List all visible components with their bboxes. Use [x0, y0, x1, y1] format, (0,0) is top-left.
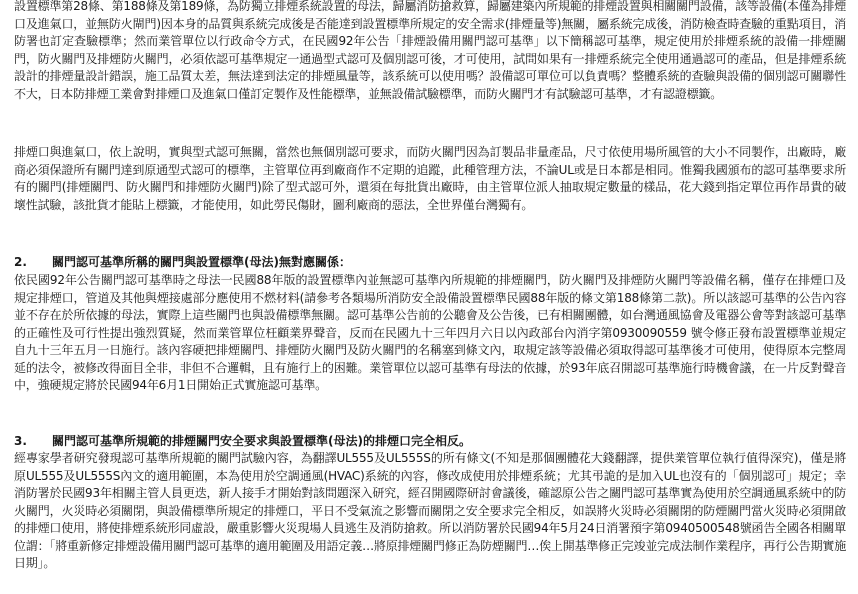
section-number: 2. — [14, 255, 27, 269]
paragraph-section-3: 經專家學者研究發現認可基準所規範的關門試驗內容，為翻譯UL555及UL555S的所有條文(不知是那個團體花大錢翻譯，提供業管單位執行值得深究)，僅是將原UL555及UL555S內文的適用範圍，本為使用於空調通風(HVAC)系統的內容，修改成使用於排煙系統；尤其弔詭的是加入UL也沒有的「個別認可」規定；幸消防署於民國93年相關主管人員更迭，新人接手才開始對該問題深入研究，經召開國際研討會議後，確認原公告之關門認可基準實為使用於空調通風系統中的防火關門，火災時必須關閉，與設備標準所規定的排煙口，平日不受氣流之影響而關閉之安全要求完全相反，如誤將火災時必須關閉的防煙關門當火災時必須開啟的排煙口使用，將使排煙系統形同虛設，嚴重影響火災現場人員逃生及消防搶救。所以消防署於民國94年5月24日消署預字第0940500548號函告全國各相關單位謂：「將重新修定排煙設備用關門認可基準的適用範圍及用語定義…將原排煙關門修正為防煙關門…俟上開基準修正完竣並完成法制作業程序，再行公告期實施日期」。 — [14, 451, 846, 570]
paragraph-fire-code-background: 設置標準第28條、第188條及第189條，為防獨立排煙系統設置的母法，歸屬消防搶救算，歸屬建築內所規範的排煙設置與相關關門設備，該等設備(本僅為排煙口及進氣口，並無防火閘門)因本身的品質與系統完成後是否能達到設置標準所規定的安全需求(排煙量等)無關，屬系統完成後，消防檢查時查驗的重點項目，消防署也訂定查驗標準；然而業管單位以行政命令方式，在民國92年公告「排煙設備用關門認可基準」以下簡稱認可基準，規定使用於排煙系統的設備一排煙關門，防火關門及排煙防火關門，必須依認可基準規定一通過型式認可及個別認可後，才可使用，試問如果有一排煙系統完全使用通過認可的產品，但是排煙系統設計的排煙量設計錯誤，施工品質太差，無法達到法定的排煙風量等，該系統可以使用嗎？設備認可單位可以負責嗎？整體系統的查驗與設備的個別認可關聯性不大，日本防排煙工業會對排煙口及進氣口僅訂定製作及性能標準，並無設備試驗標準，而防火關門才有試驗認可基準，才有認證標籤。 — [14, 0, 846, 101]
paragraph-section-2: 依民國92年公告關門認可基準時之母法一民國88年版的設置標準內並無認可基準內所規範的排煙關門，防火關門及排煙防火關門等設備名稱，僅存在排煙口及規定排煙口，管道及其他與煙接處部分應使用不燃材料(請參考各類場所消防安全設備設置標準民國88年版的條文第188條第二款)。所以該認可基準的公告內容並不存在於所依據的母法，實際上這些關門也與設備標準無關。認可基準公告前的公聽會及公告後，已有相關團體，如台灣通風協會及電器公會等對該認可基準的正確性及可行性提出強烈質疑，然而業管單位枉顧業界聲音，反而在民國九十三年四月六日以內政部台內消字第0930090559 號令修正發布設置標準並規定自九十三年五月一日施行。該內容硬把排煙關門、排煙防火關門及防火關門的名稱塞到條文內，取規定該等設備必須取得認可基準後才可使用，使得原本完整周延的法令，被修改得面目全非，非但不合邏輯，且有施行上的困難。業管單位以認可基準有母法的依據，於93年底召開認可基準施行時機會議，在一片反對聲音中，強硬規定將於民國94年6月1日開始正式實施認可基準。 — [14, 273, 846, 392]
section-title: 關門認可基準所規範的排煙關門安全要求與設置標準(母法)的排煙口完全相反。 — [52, 434, 471, 448]
section-title: 關門認可基準所稱的關門與設置標準(母法)無對應關係： — [52, 255, 351, 269]
section-heading-2 — [14, 254, 846, 271]
paragraph-smoke-outlet-certification: 排煙口與進氣口，依上說明，實與型式認可無關，當然也無個別認可要求，而防火關門因為訂製品非量產品，尺寸依使用場所風管的大小不同製作，出廠時，廠商必須保證所有關門達到原通型式認可的標準，主管單位再到廠商作不定期的追蹤，此種管理方法，不論UL或是日本都是相同。惟獨我國頒布的認可基準要求所有的關門(排煙關門、防火關門和排煙防火關門)除了型式認可外，還須在每批貨出廠時，由主管單位派人抽取規定數量的樣品，花大錢到指定單位再作昂貴的破壞性試驗，該批貨才能貼上標籤，才能使用，如此勞民傷財，圖利廠商的惡法，全世界僅台灣獨有。 — [14, 145, 846, 212]
section-number: 3. — [14, 434, 27, 448]
section-heading-3 — [14, 433, 846, 450]
